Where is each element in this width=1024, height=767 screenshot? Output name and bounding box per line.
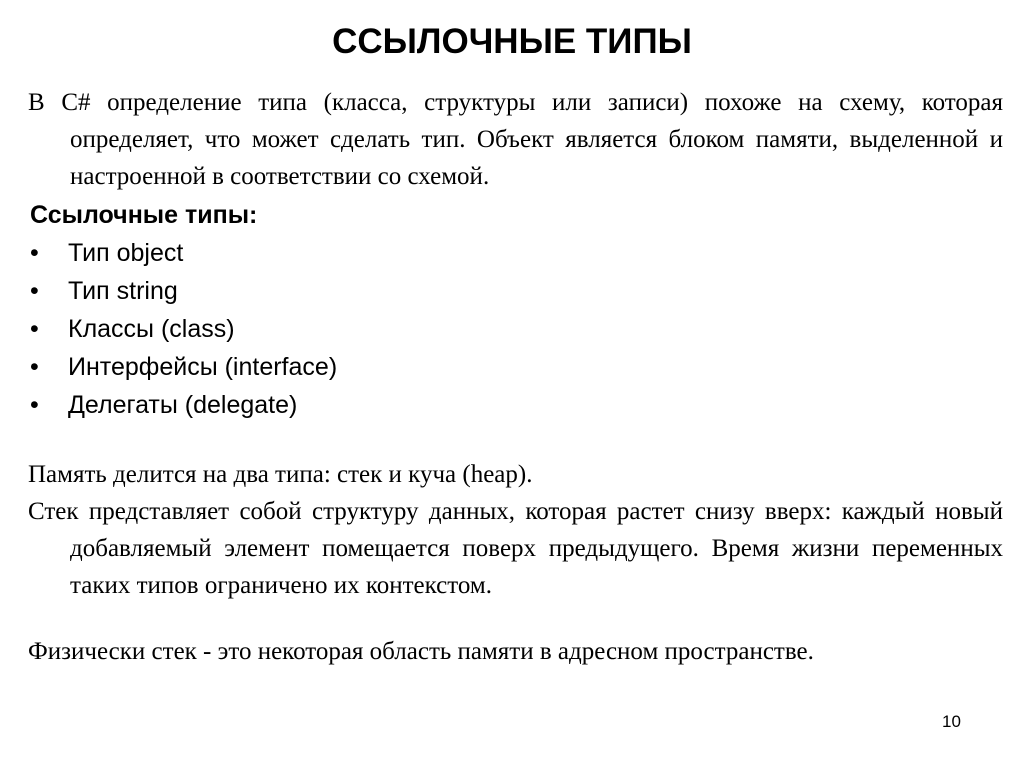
bullet-icon: • xyxy=(30,391,39,419)
list-item-label: Классы (class) xyxy=(68,315,235,343)
stack-paragraph: Стек представляет собой структуру данных, которая растет снизу вверх: каждый новый добавляемый элемент помещается поверх предыдущего. Время жизни переменных таких типов ограничено их контекстом. xyxy=(28,498,1003,599)
list-item xyxy=(30,234,337,272)
list-item-label: Интерфейсы (interface) xyxy=(68,353,338,381)
list-item xyxy=(30,310,337,348)
list-item-label: Тип object xyxy=(68,239,184,267)
page-number: 10 xyxy=(942,712,961,731)
list-item-label: Тип string xyxy=(68,277,178,305)
list-item xyxy=(30,348,337,386)
list-item-label: Делегаты (delegate) xyxy=(68,391,298,419)
bullet-icon: • xyxy=(30,353,39,381)
reference-types-heading: Ссылочные типы: xyxy=(30,201,258,229)
bullet-icon: • xyxy=(30,315,39,343)
list-item xyxy=(30,272,337,310)
list-item xyxy=(30,386,337,424)
physical-paragraph: Физически стек - это некоторая область памяти в адресном пространстве. xyxy=(28,638,814,665)
reference-types-list xyxy=(30,234,337,424)
intro-paragraph: В C# определение типа (класса, структуры или записи) похоже на схему, которая определяет, что может сделать тип. Объект является блоком памяти, выделенной и настроенной в соответствии со схемой. xyxy=(28,89,1003,190)
slide-title: ССЫЛОЧНЫЕ ТИПЫ xyxy=(332,22,692,61)
memory-paragraph: Память делится на два типа: стек и куча (heap). xyxy=(28,461,533,488)
bullet-icon: • xyxy=(30,277,39,305)
bullet-icon: • xyxy=(30,239,39,267)
